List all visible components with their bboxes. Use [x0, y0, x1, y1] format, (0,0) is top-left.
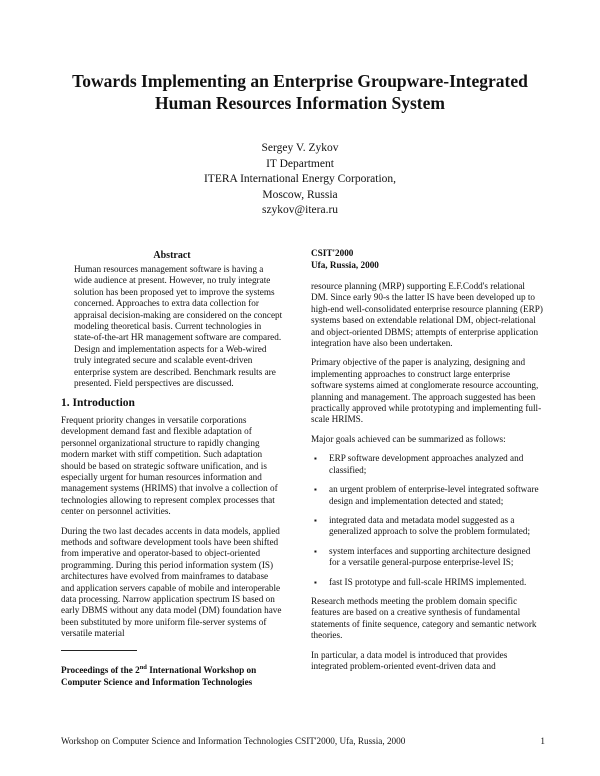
- paper-title: [40, 70, 560, 114]
- left-column: [61, 250, 283, 648]
- list-item: [311, 453, 543, 476]
- bullet-icon: ▪: [314, 546, 317, 556]
- list-item: [311, 484, 543, 507]
- author-department: IT Department: [266, 157, 334, 170]
- list-item-text: integrated data and metadata model suggested as a generalized approach to solve the problem formulated;: [329, 514, 531, 537]
- abstract-heading: Abstract: [153, 250, 191, 261]
- conference-info: [311, 248, 543, 271]
- list-item-text: system interfaces and supporting architecture designed for a versatile general-purpose enterprise-level IS;: [329, 545, 531, 568]
- right-column: [311, 248, 543, 680]
- list-item: [311, 577, 543, 588]
- author-organization: ITERA International Energy Corporation,: [203, 173, 397, 185]
- bullet-icon: ▪: [314, 515, 317, 525]
- bullet-icon: ▪: [314, 485, 317, 495]
- page-number: 1: [540, 736, 545, 746]
- introduction-heading: 1. Introduction: [61, 397, 135, 410]
- introduction-paragraph-2: During the two last decades accents in data models, applied methods and software development tools have been shifted from imperative and operator-based to object-oriented programming. During this period information system (IS) architectures have evolved from mainframes to database and application servers capable of mobile and interoperable data processing. Narrow application spectrum IS based on early DBMS without any data model (DM) foundation have been substituted by more uniform file-server systems of versatile material: [61, 525, 282, 639]
- title-line-1: Towards Implementing an Enterprise Groupware-Integrated: [72, 71, 528, 91]
- body-paragraph-5: In particular, a data model is introduced that provides integrated problem-oriented event-driven data and: [311, 649, 508, 671]
- bullet-icon: ▪: [314, 577, 317, 587]
- footnote-divider: [61, 650, 137, 651]
- list-item-text: fast IS prototype and full-scale HRIMS implemented.: [329, 576, 527, 587]
- list-item: [311, 546, 543, 569]
- body-paragraph-3: Major goals achieved can be summarized as follows:: [311, 433, 506, 444]
- abstract-text: Human resources management software is having a wide audience at present. However, no truly integrate solution has been proposed yet to improve the systems concerned. Approaches to extra data collection for appraisal decision-making are considered on the concept modeling theoretical basis. Current technologies in state-of-the-art HR management software are compared. Design and implementation aspects for a Web-wired truly integrated secure and scalable event-driven enterprise system are described. Benchmark results are presented. Field perspectives are discussed.: [74, 264, 283, 389]
- author-name: Sergey V. Zykov: [261, 142, 339, 154]
- bullet-icon: ▪: [314, 454, 317, 464]
- goals-list: [311, 453, 543, 588]
- author-block: [150, 141, 450, 219]
- body-paragraph-4: Research methods meeting the problem domain specific features are based on a creative synthesis of fundamental statements of finite sequence, category and semantic network theories.: [311, 595, 537, 641]
- conference-location: Ufa, Russia, 2000: [311, 259, 379, 270]
- title-line-2: Human Resources Information System: [155, 93, 445, 113]
- footnote-prefix: Proceedings of the 2: [61, 665, 140, 676]
- list-item-text: ERP software development approaches analyzed and classified;: [329, 453, 524, 475]
- author-email[interactable]: szykov@itera.ru: [261, 204, 339, 216]
- introduction-paragraph-1: Frequent priority changes in versatile corporations development demand fast and flexible adaptation of personnel organizational structure to rapidly changing modern market with stiff competition. Such adaptation should be based on strategic software unification, and is especially urgent for human resources information and management systems (HRIMS) that involve a collection of technologies allowing to represent complex processes that center on personnel activities.: [61, 414, 278, 517]
- author-location: Moscow, Russia: [262, 188, 338, 201]
- footnote-superscript: nd: [139, 664, 147, 671]
- footer-text: Workshop on Computer Science and Information Technologies CSIT'2000, Ufa, Russia, 2000: [61, 736, 406, 746]
- list-item-text: an urgent problem of enterprise-level integrated software design and implementation detected and stated;: [329, 484, 539, 506]
- list-item: [311, 515, 543, 538]
- page-footer: [61, 736, 545, 747]
- conference-name: CSIT'2000: [311, 248, 354, 258]
- footnote-suffix: International Workshop on Computer Science and Information Technologies: [61, 665, 257, 687]
- footnote: [61, 662, 291, 688]
- body-paragraph-1: resource planning (MRP) supporting E.F.Codd's relational DM. Since early 90-s the latter IS have been developed up to high-end well-consolidated enterprise resource planning (ERP) systems based on extendable relational DM, object-relational and object-oriented DBMS; attempts of enterprise application integration have also been undertaken.: [311, 281, 543, 349]
- body-paragraph-2: Primary objective of the paper is analyzing, designing and implementing approaches to construct large enterprise software systems aimed at conglomerate resource accounting, planning and management. The approach suggested has been practically approved while prototyping and implementing full-scale HRIMS.: [311, 357, 542, 425]
